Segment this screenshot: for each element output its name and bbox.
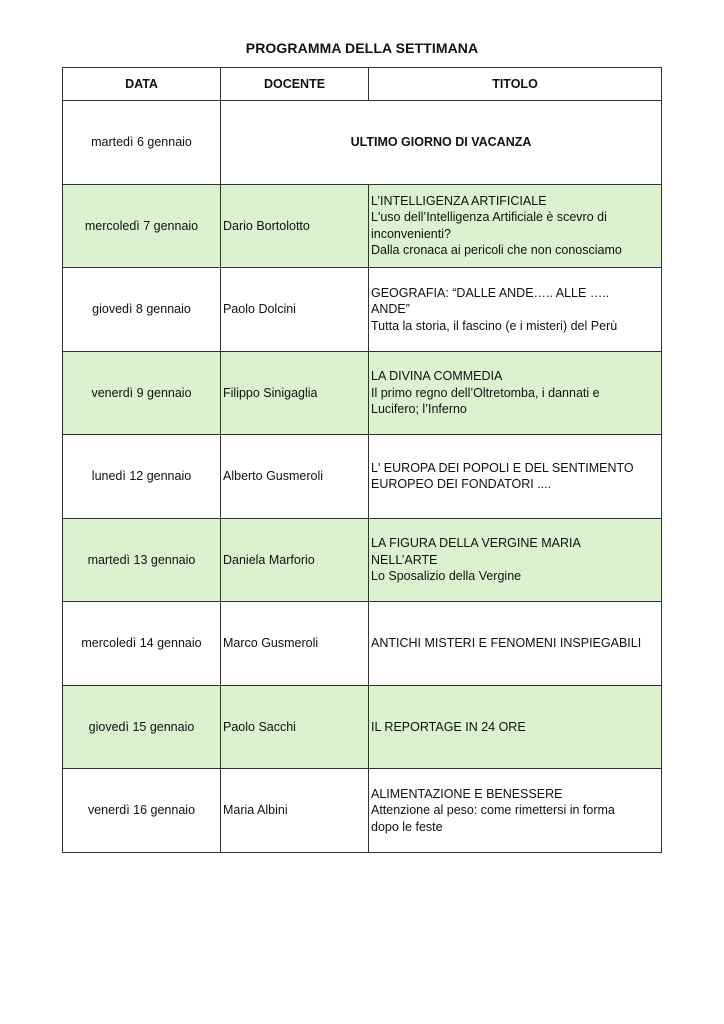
date-cell: lunedì 12 gennaio	[63, 435, 221, 519]
teacher-cell: Daniela Marforio	[221, 518, 369, 602]
teacher-cell: Filippo Sinigaglia	[221, 351, 369, 435]
page-title: PROGRAMMA DELLA SETTIMANA	[245, 40, 479, 56]
table-row	[63, 268, 662, 352]
title-cell	[369, 518, 662, 602]
teacher-cell: Alberto Gusmeroli	[221, 435, 369, 519]
title-line: ALIMENTAZIONE E BENESSERE	[371, 786, 563, 801]
title-cell	[369, 769, 662, 853]
title-line: L'uso dell’Intelligenza Artificiale è scevro di	[371, 210, 607, 225]
header-row	[63, 68, 662, 101]
title-cell	[369, 268, 662, 352]
date-cell: venerdì 9 gennaio	[63, 351, 221, 435]
date-cell: venerdì 16 gennaio	[63, 769, 221, 853]
title-line: L' EUROPA DEI POPOLI E DEL SENTIMENTO	[371, 460, 634, 475]
teacher-cell: Paolo Dolcini	[221, 268, 369, 352]
table-row	[63, 602, 662, 686]
header-data: DATA	[63, 68, 221, 101]
title-line: inconvenienti?	[371, 226, 451, 241]
title-line: LA FIGURA DELLA VERGINE MARIA	[371, 536, 581, 550]
title-line: dopo le feste	[371, 819, 443, 834]
title-cell	[369, 685, 662, 769]
date-cell: martedì 13 gennaio	[63, 518, 221, 602]
date-cell: mercoledì 14 gennaio	[63, 602, 221, 686]
title-line: EUROPEO DEI FONDATORI ....	[371, 477, 552, 492]
table-row	[63, 685, 662, 769]
title-cell	[369, 184, 662, 268]
date-cell: giovedì 15 gennaio	[63, 685, 221, 769]
schedule-table	[62, 67, 662, 853]
table-row	[63, 435, 662, 519]
title-line: IL REPORTAGE IN 24 ORE	[371, 719, 526, 734]
title-cell	[369, 435, 662, 519]
title-line: Attenzione al peso: come rimettersi in forma	[371, 803, 615, 817]
date-cell: mercoledì 7 gennaio	[63, 184, 221, 268]
header-docente: DOCENTE	[221, 68, 369, 101]
table-row	[63, 351, 662, 435]
teacher-cell: Maria Albini	[221, 769, 369, 853]
title-cell	[369, 602, 662, 686]
title-line: Il primo regno dell’Oltretomba, i dannati e	[371, 385, 600, 400]
title-line: Lo Sposalizio della Vergine	[371, 569, 522, 583]
title-line: ANDE”	[371, 302, 410, 316]
date-cell: giovedì 8 gennaio	[63, 268, 221, 352]
title-line: L’INTELLIGENZA ARTIFICIALE	[371, 193, 547, 208]
title-line: Dalla cronaca ai pericoli che non conosciamo	[371, 243, 622, 258]
title-line: ANTICHI MISTERI E FENOMENI INSPIEGABILI	[371, 636, 642, 650]
teacher-cell: Dario Bortolotto	[221, 184, 369, 268]
date-cell: martedì 6 gennaio	[63, 101, 221, 185]
holiday-cell: ULTIMO GIORNO DI VACANZA	[221, 101, 662, 185]
title-line: NELL’ARTE	[371, 552, 438, 567]
holiday-row	[63, 101, 662, 185]
teacher-cell: Paolo Sacchi	[221, 685, 369, 769]
title-line: LA DIVINA COMMEDIA	[371, 369, 503, 383]
table-row	[63, 184, 662, 268]
table-row	[63, 769, 662, 853]
title-line: GEOGRAFIA: “DALLE ANDE….. ALLE …..	[371, 285, 610, 300]
title-cell	[369, 351, 662, 435]
table-row	[63, 518, 662, 602]
teacher-cell: Marco Gusmeroli	[221, 602, 369, 686]
header-titolo: TITOLO	[369, 68, 662, 101]
title-line: Tutta la storia, il fascino (e i misteri) del Perù	[371, 318, 618, 333]
title-line: Lucifero; l’Inferno	[371, 402, 467, 416]
